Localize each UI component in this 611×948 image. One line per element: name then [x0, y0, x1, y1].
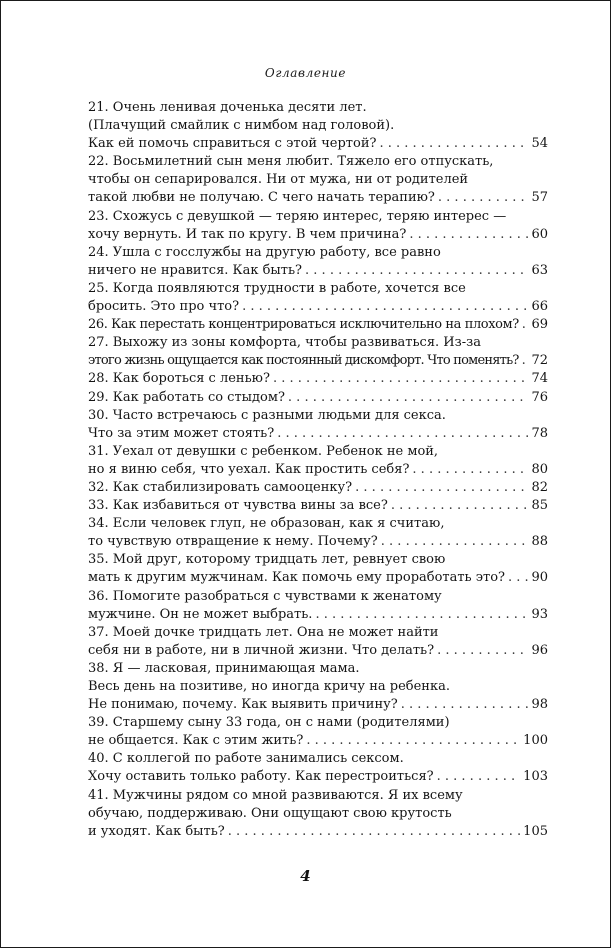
toc-entry-text: Что за этим может стоять?: [88, 425, 275, 441]
toc-entry-last-line: [88, 461, 548, 479]
dot-leader: [437, 642, 528, 660]
toc-entry-text: ничего не нравится. Как быть?: [88, 262, 303, 278]
toc-entry-last-line: [88, 479, 548, 497]
toc-entry-line: 27. Выхожу из зоны комфорта, чтобы развиваться. Из-за: [88, 335, 481, 351]
toc-entry-text: 29. Как работать со стыдом?: [88, 389, 285, 405]
toc-entry[interactable]: [88, 407, 548, 443]
toc-entry-last-line: [88, 497, 548, 515]
toc-entry-last-line: [88, 606, 548, 624]
toc-entry-last-line: [88, 189, 548, 207]
table-of-contents: [88, 99, 548, 841]
toc-entry-text: такой любви не получаю. С чего начать терапию?: [88, 190, 435, 206]
toc-entry-line: 23. Схожусь с девушкой — теряю интерес, теряю интерес —: [88, 208, 507, 224]
toc-entry-text: мужчине. Он не может выбрать.: [88, 606, 313, 622]
toc-entry-line: 34. Если человек глуп, не образован, как я считаю,: [88, 516, 445, 532]
dot-leader: [522, 316, 529, 334]
toc-page-ref: 60: [531, 226, 548, 242]
toc-page-ref: 57: [531, 190, 548, 206]
toc-page-ref: 78: [531, 425, 548, 441]
toc-entry-line: 24. Ушла с госслужбы на другую работу, все равно: [88, 244, 441, 260]
toc-entry-text: 32. Как стабилизировать самооценку?: [88, 479, 353, 495]
toc-page-ref: 90: [531, 570, 548, 586]
toc-entry[interactable]: [88, 660, 548, 714]
toc-entry-text: мать к другим мужчинам. Как помочь ему проработать это?: [88, 570, 506, 586]
toc-page-ref: 100: [523, 733, 548, 749]
toc-entry-text: не общается. Как с этим жить?: [88, 733, 304, 749]
dot-leader: [438, 189, 529, 207]
toc-entry-line: 25. Когда появляются трудности в работе, хочется все: [88, 280, 466, 296]
toc-entry-text: Как ей помочь справиться с этой чертой?: [88, 136, 377, 152]
dot-leader: [412, 461, 528, 479]
toc-page-ref: 105: [523, 823, 548, 839]
toc-entry-last-line: [88, 352, 548, 370]
toc-entry-text: Не понимаю, почему. Как выявить причину?: [88, 697, 398, 713]
toc-entry-line: (Плачущий смайлик с нимбом над головой).: [88, 118, 395, 134]
toc-entry-text: Хочу оставить только работу. Как перестроиться?: [88, 769, 434, 785]
toc-entry-text: бросить. Это про что?: [88, 299, 240, 315]
toc-entry-last-line: [88, 298, 548, 316]
toc-entry-last-line: [88, 316, 548, 334]
page-number: 4: [300, 867, 311, 885]
toc-entry-last-line: [88, 642, 548, 660]
toc-entry-line: Весь день на позитиве, но иногда кричу на ребенка.: [88, 679, 450, 694]
toc-page-ref: 80: [531, 461, 548, 477]
toc-entry-line: чтобы он сепарировался. Ни от мужа, ни от родителей: [88, 172, 469, 188]
dot-leader: [401, 696, 529, 714]
dot-leader: [273, 370, 528, 388]
toc-entry-line: 39. Старшему сыну 33 года, он с нами (родителями): [88, 715, 450, 731]
toc-entry-line: 36. Помогите разобраться с чувствами к женатому: [88, 588, 442, 604]
dot-leader: [437, 768, 521, 786]
toc-entry[interactable]: [88, 551, 548, 587]
toc-entry-text: 26. Как перестать концентрироваться исключительно на плохом?: [88, 317, 519, 333]
page-header: Оглавление: [264, 66, 347, 80]
toc-page-ref: 85: [531, 498, 548, 514]
toc-page-ref: 63: [531, 262, 548, 278]
dot-leader: [381, 533, 529, 551]
dot-leader: [379, 135, 528, 153]
toc-entry[interactable]: [88, 370, 548, 388]
toc-entry-text: и уходят. Как быть?: [88, 823, 225, 839]
toc-entry-last-line: [88, 135, 548, 153]
toc-page-ref: 98: [531, 697, 548, 713]
toc-entry[interactable]: [88, 208, 548, 244]
dot-leader: [228, 823, 520, 841]
toc-page-ref: 82: [531, 479, 548, 495]
toc-entry-last-line: [88, 732, 548, 750]
dot-leader: [242, 298, 528, 316]
toc-entry[interactable]: [88, 714, 548, 750]
dot-leader: [409, 226, 528, 244]
toc-entry-last-line: [88, 389, 548, 407]
toc-entry-line: 31. Уехал от девушки с ребенком. Ребенок не мой,: [88, 443, 439, 459]
toc-entry-last-line: [88, 768, 548, 786]
toc-entry[interactable]: [88, 515, 548, 551]
dot-leader: [315, 606, 528, 624]
toc-entry-line: 22. Восьмилетний сын меня любит. Тяжело его отпускать,: [88, 154, 494, 170]
toc-entry-line: 37. Моей дочке тридцать лет. Она не может найти: [88, 624, 439, 640]
toc-entry-last-line: [88, 370, 548, 388]
toc-page-ref: 88: [531, 534, 548, 550]
toc-entry-text: себя ни в работе, ни в личной жизни. Что делать?: [88, 642, 435, 658]
toc-entry-line: 21. Очень ленивая доченька десяти лет.: [88, 100, 367, 115]
dot-leader: [522, 352, 529, 370]
dot-leader: [508, 569, 528, 587]
toc-entry-line: 41. Мужчины рядом со мной развиваются. Я их всему: [88, 787, 463, 803]
toc-entry[interactable]: [88, 99, 548, 153]
toc-entry-line: 35. Мой друг, которому тридцать лет, ревнует свою: [88, 552, 446, 568]
toc-page-ref: 66: [531, 299, 548, 315]
toc-page-ref: 54: [531, 136, 548, 152]
dot-leader: [391, 497, 529, 515]
toc-entry-text: 33. Как избавиться от чувства вины за все?: [88, 498, 388, 514]
toc-entry-last-line: [88, 569, 548, 587]
dot-leader: [355, 479, 528, 497]
toc-entry-last-line: [88, 262, 548, 280]
toc-entry[interactable]: [88, 787, 548, 841]
toc-entry-text: хочу вернуть. И так по кругу. В чем причина?: [88, 226, 407, 242]
toc-entry-text: то чувствую отвращение к нему. Почему?: [88, 534, 378, 550]
toc-entry[interactable]: [88, 280, 548, 316]
dot-leader: [288, 389, 529, 407]
toc-entry[interactable]: [88, 624, 548, 660]
toc-entry-last-line: [88, 226, 548, 244]
toc-page-ref: 93: [531, 606, 548, 622]
toc-entry[interactable]: [88, 479, 548, 497]
toc-page-ref: 76: [531, 389, 548, 405]
toc-entry[interactable]: [88, 334, 548, 370]
toc-entry-line: обучаю, поддерживаю. Они ощущают свою крутость: [88, 805, 452, 821]
toc-entry[interactable]: [88, 443, 548, 479]
toc-page-ref: 74: [531, 371, 548, 387]
toc-entry-last-line: [88, 425, 548, 443]
toc-entry-last-line: [88, 823, 548, 841]
toc-entry[interactable]: [88, 153, 548, 207]
toc-entry[interactable]: [88, 497, 548, 515]
toc-page-ref: 69: [531, 317, 548, 333]
dot-leader: [277, 425, 528, 443]
toc-page-ref: 72: [531, 353, 548, 369]
toc-page-ref: 103: [523, 769, 548, 785]
toc-entry-last-line: [88, 696, 548, 714]
toc-page-ref: 96: [531, 642, 548, 658]
toc-entry[interactable]: [88, 316, 548, 334]
toc-entry-text: но я виню себя, что уехал. Как простить себя?: [88, 461, 410, 477]
toc-entry-last-line: [88, 533, 548, 551]
toc-entry-text: 28. Как бороться с ленью?: [88, 371, 270, 387]
dot-leader: [306, 732, 520, 750]
toc-entry-line: 40. С коллегой по работе занимались сексом.: [88, 751, 404, 767]
dot-leader: [305, 262, 528, 280]
toc-entry-text: этого жизнь ощущается как постоянный дискомфорт. Что поменять?: [88, 353, 519, 369]
toc-entry[interactable]: [88, 389, 548, 407]
toc-entry[interactable]: [88, 750, 548, 786]
toc-entry[interactable]: [88, 588, 548, 624]
toc-entry[interactable]: [88, 244, 548, 280]
toc-entry-line: 38. Я — ласковая, принимающая мама.: [88, 660, 360, 676]
toc-entry-line: 30. Часто встречаюсь с разными людьми для секса.: [88, 407, 446, 423]
